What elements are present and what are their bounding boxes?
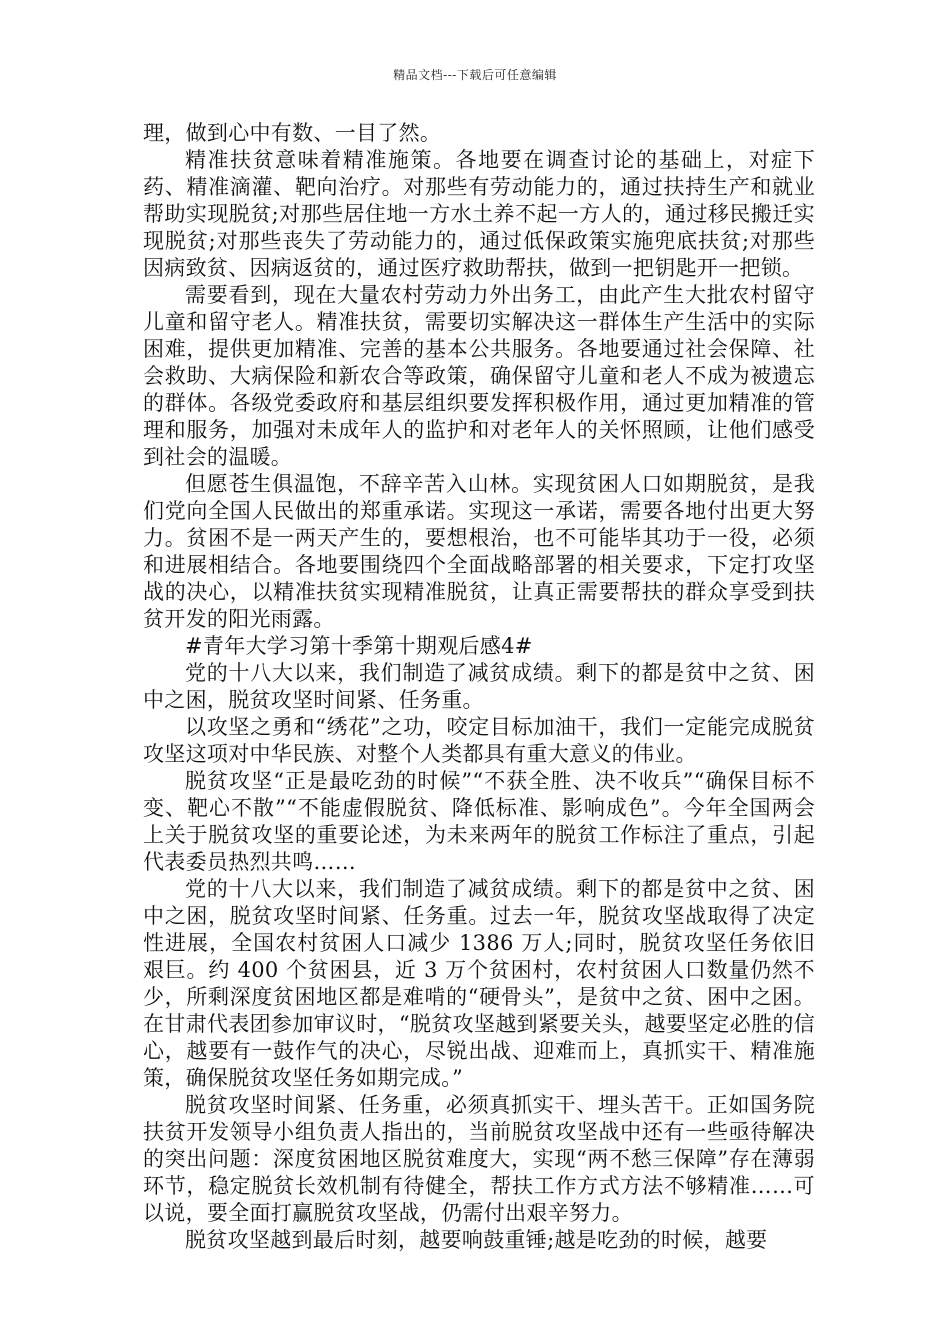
paragraph-10: 脱贫攻坚越到最后时刻，越要响鼓重锤;越是吃劲的时候，越要	[185, 1228, 768, 1252]
section-heading: #青年大学习第十季第十期观后感4#	[185, 634, 533, 658]
paragraph-3: 需要看到，现在大量农村劳动力外出务工，由此产生大批农村留守儿童和留守老人。精准扶贫，需要切实解决这一群体生产生活中的实际困难，提供更加精准、完善的基本公共服务。各地要通过社会保障、社会救助、大病保险和新农合等政策，确保留守儿童和老人不成为被遗忘的群体。各级党委政府和基层组织要发挥积极作用，通过更加精准的管理和服务，加强对未成年人的监护和对老年人的关怀照顾，让他们感受到社会的温暖。	[143, 283, 815, 469]
paragraph-4: 但愿苍生俱温饱，不辞辛苦入山林。实现贫困人口如期脱贫，是我们党向全国人民做出的郑重承诺。实现这一承诺，需要各地付出更大努力。贫困不是一两天产生的，要想根治，也不可能毕其功于一役，必须和进展相结合。各地要围绕四个全面战略部署的相关要求，下定打攻坚战的决心，以精准扶贫实现精准脱贫，让真正需要帮扶的群众享受到扶贫开发的阳光雨露。	[143, 472, 815, 631]
paragraph-8: 党的十八大以来，我们制造了减贫成绩。剩下的都是贫中之贫、困中之困，脱贫攻坚时间紧、任务重。过去一年，脱贫攻坚战取得了决定性进展，全国农村贫困人口减少 1386 万人;同时，脱贫攻坚任务依旧艰巨。约 400 个贫困县，近 3 万个贫困村，农村贫困人口数量仍然不少，所剩深度贫困地区都是难啃的“硬骨头”，是贫中之贫、困中之困。在甘肃代表团参加审议时，“脱贫攻坚越到紧要关头，越要坚定必胜的信心，越要有一鼓作气的决心，尽锐出战、迎难而上，真抓实干、精准施策，确保脱贫攻坚任务如期完成。”	[143, 877, 815, 1090]
paragraph-5: 党的十八大以来，我们制造了减贫成绩。剩下的都是贫中之贫、困中之困，脱贫攻坚时间紧、任务重。	[143, 661, 815, 712]
paragraph-9: 脱贫攻坚时间紧、任务重，必须真抓实干、埋头苦干。正如国务院扶贫开发领导小组负责人指出的，当前脱贫攻坚战中还有一些亟待解决的突出问题：深度贫困地区脱贫难度大，实现“两不愁三保障”存在薄弱环节，稳定脱贫长效机制有待健全，帮扶工作方式方法不够精准……可以说，要全面打赢脱贫攻坚战，仍需付出艰辛努力。	[143, 1093, 815, 1225]
paragraph-7: 脱贫攻坚“正是最吃劲的时候”“不获全胜、决不收兵”“确保目标不变、靶心不散”“不能虚假脱贫、降低标准、影响成色”。今年全国两会上关于脱贫攻坚的重要论述，为未来两年的脱贫工作标注了重点，引起代表委员热烈共鸣……	[143, 769, 815, 874]
page-header: 精品文档---下载后可任意编辑	[393, 68, 557, 82]
document-body	[143, 120, 815, 1254]
paragraph-1: 理，做到心中有数、一目了然。	[143, 121, 442, 145]
paragraph-6: 以攻坚之勇和“绣花”之功，咬定目标加油干，我们一定能完成脱贫攻坚这项对中华民族、对整个人类都具有重大意义的伟业。	[143, 715, 815, 766]
paragraph-2: 精准扶贫意味着精准施策。各地要在调查讨论的基础上，对症下药、精准滴灌、靶向治疗。对那些有劳动能力的，通过扶持生产和就业帮助实现脱贫;对那些居住地一方水土养不起一方人的，通过移民搬迁实现脱贫;对那些丧失了劳动能力的，通过低保政策实施兜底扶贫;对那些因病致贫、因病返贫的，通过医疗救助帮扶，做到一把钥匙开一把锁。	[143, 148, 815, 280]
